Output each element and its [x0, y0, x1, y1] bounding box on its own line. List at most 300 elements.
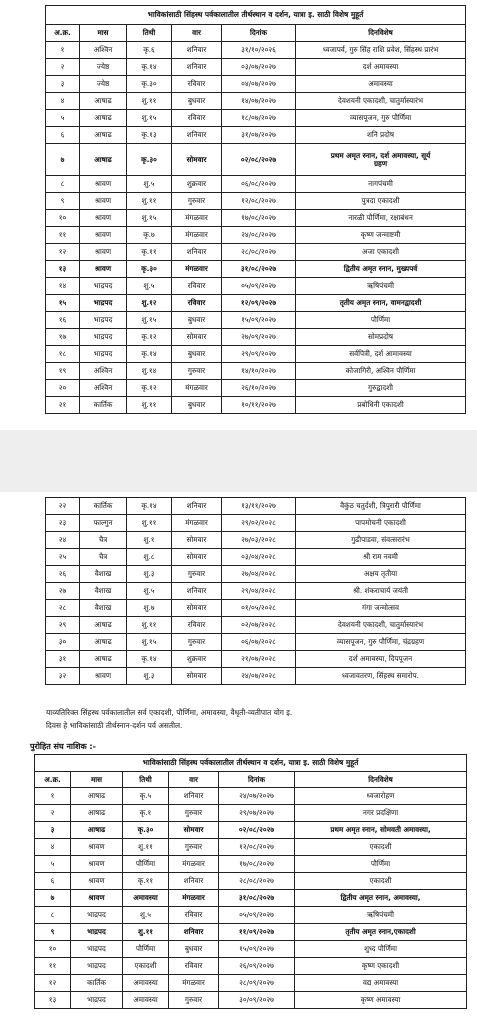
- date-cell: १७/०८/२०२७: [219, 856, 295, 873]
- occasion-text: सोमप्रदोष: [368, 332, 393, 342]
- tithi-cell: शु.११: [127, 617, 172, 634]
- occasion-text: अजा एकादशी: [362, 247, 399, 257]
- tithi-cell: कृ.१३: [127, 127, 172, 144]
- weekday-cell: रविवार: [172, 110, 222, 127]
- tithi-cell: शु.१२: [127, 295, 172, 312]
- table-header-row: [35, 772, 467, 788]
- date-cell: १५/०९/२०२७: [219, 941, 295, 958]
- serial-cell: १: [46, 42, 80, 59]
- occasion-text: पौर्णिमा: [370, 315, 391, 325]
- serial-cell: २७: [46, 583, 80, 600]
- serial-cell: १८: [46, 346, 80, 363]
- weekday-cell: शनिवार: [172, 244, 222, 261]
- header-weekday: वार: [172, 25, 222, 42]
- muhurat-table-3: [34, 754, 467, 1009]
- occasion-cell: [296, 329, 466, 346]
- muhurat-table-2: [45, 497, 466, 685]
- header-date: दिनांक: [219, 772, 295, 788]
- occasion-cell: [296, 566, 466, 583]
- weekday-cell: बुधवार: [169, 941, 219, 958]
- occasion-text: कृष्ण जन्माष्टमी: [360, 230, 401, 240]
- weekday-cell: सोमवार: [172, 668, 222, 685]
- tithi-cell: पौर्णिमा: [123, 941, 169, 958]
- month-cell: श्रावण: [80, 227, 127, 244]
- weekday-cell: मंगळवार: [169, 856, 219, 873]
- month-cell: कार्तिक: [80, 498, 127, 515]
- serial-cell: ११: [35, 958, 71, 975]
- serial-cell: १२: [35, 975, 71, 992]
- table-row: [46, 634, 466, 651]
- weekday-cell: शनिवार: [169, 924, 219, 941]
- weekday-cell: गुरुवार: [169, 805, 219, 822]
- serial-cell: १: [35, 788, 71, 805]
- date-cell: २९/०७/२०२७: [219, 805, 295, 822]
- weekday-cell: मंगळवार: [172, 261, 222, 278]
- serial-cell: १३: [35, 992, 71, 1009]
- month-cell: आषाढ: [80, 617, 127, 634]
- serial-cell: १२: [46, 244, 80, 261]
- serial-cell: ३२: [46, 668, 80, 685]
- table-row: [35, 856, 467, 873]
- month-cell: श्रावण: [80, 176, 127, 193]
- table-row: [46, 668, 466, 685]
- date-cell: ३१/१०/२०२६: [222, 42, 296, 59]
- weekday-cell: गुरुवार: [172, 566, 222, 583]
- table-row: [46, 566, 466, 583]
- serial-cell: २: [35, 805, 71, 822]
- table-row: [46, 329, 466, 346]
- table-row: [46, 144, 466, 176]
- serial-cell: १३: [46, 261, 80, 278]
- date-cell: ०६/०८/२०२७: [222, 176, 296, 193]
- date-cell: २८/०८/२०२७: [219, 873, 295, 890]
- occasion-cell: [296, 346, 466, 363]
- occasion-text: सर्वपित्री, दर्श आमावस्या: [349, 349, 412, 359]
- date-cell: ३१/०७/२०२७: [222, 127, 296, 144]
- occasion-cell: [296, 278, 466, 295]
- serial-cell: ८: [35, 907, 71, 924]
- date-cell: २४/०८/२०२७: [222, 227, 296, 244]
- table-row: [46, 583, 466, 600]
- table-row: [46, 498, 466, 515]
- occasion-text: गुढीपाडवा, संवत्सरारंभ: [351, 535, 410, 545]
- occasion-cell: [296, 363, 466, 380]
- tithi-cell: शु.१५: [127, 312, 172, 329]
- tithi-cell: कृ.३०: [127, 261, 172, 278]
- occasion-text: प्रथम अमृत स्नान, दर्श अमावस्या, सूर्य: [330, 151, 431, 161]
- month-cell: ज्येष्ठ: [80, 59, 127, 76]
- weekday-cell: शुक्रवार: [172, 176, 222, 193]
- tithi-cell: कृ.१४: [127, 346, 172, 363]
- occasion-text: पापमोचनी एकादशी: [355, 518, 406, 528]
- table-header-row: [46, 25, 466, 42]
- date-cell: ०२/०७/२०२८: [222, 617, 296, 634]
- occasion-text: एकादशी: [369, 876, 392, 886]
- table-row: [35, 941, 467, 958]
- table-row: [46, 549, 466, 566]
- table-row: [46, 346, 466, 363]
- page-separator: [0, 430, 477, 492]
- month-cell: श्रावण: [80, 244, 127, 261]
- tithi-cell: शु.११: [123, 839, 169, 856]
- date-cell: ०१/०५/२०२८: [222, 600, 296, 617]
- header-occasion: दिनविशेष: [296, 25, 466, 42]
- month-cell: अश्विन: [80, 380, 127, 397]
- occasion-cell: [296, 668, 466, 685]
- month-cell: भाद्रपद: [71, 907, 123, 924]
- serial-cell: ४: [46, 93, 80, 110]
- serial-cell: ७: [46, 144, 80, 176]
- date-cell: २७/०९/२०२७: [222, 329, 296, 346]
- date-cell: १२/०८/२०२७: [219, 839, 295, 856]
- date-cell: ०३/०७/२०२७: [222, 59, 296, 76]
- occasion-text: व्यासपूजन, गुरु पौर्णिमा: [349, 113, 412, 123]
- occasion-cell: [296, 227, 466, 244]
- weekday-cell: रविवार: [169, 958, 219, 975]
- tithi-cell: शु.५: [127, 583, 172, 600]
- serial-cell: ३: [46, 76, 80, 93]
- serial-cell: ६: [35, 873, 71, 890]
- month-cell: आषाढ: [80, 93, 127, 110]
- month-cell: भाद्रपद: [71, 992, 123, 1009]
- serial-cell: ३०: [46, 634, 80, 651]
- weekday-cell: शनिवार: [172, 498, 222, 515]
- table-row: [46, 651, 466, 668]
- date-cell: २७/०३/२०२८: [222, 532, 296, 549]
- tithi-cell: कृ.११: [123, 873, 169, 890]
- month-cell: फाल्गुन: [80, 515, 127, 532]
- occasion-text: श्री. शंकराचार्य जयंती: [352, 586, 409, 596]
- occasion-cell: [295, 839, 467, 856]
- occasion-text: कृष्ण अमावस्या: [360, 995, 401, 1005]
- weekday-cell: सोमवार: [172, 549, 222, 566]
- serial-cell: २२: [46, 498, 80, 515]
- month-cell: आषाढ: [71, 822, 123, 839]
- table-row: [46, 210, 466, 227]
- occasion-cell: [296, 42, 466, 59]
- tithi-cell: शु.११: [127, 397, 172, 414]
- tithi-cell: शु.११: [127, 193, 172, 210]
- tithi-cell: अमावस्या: [123, 975, 169, 992]
- section-heading: पुरोहित संघ नाशिक :-: [30, 742, 96, 751]
- occasion-text: गुरुद्वादशी: [368, 383, 393, 393]
- month-cell: कार्तिक: [71, 975, 123, 992]
- date-cell: १२/०८/२०२७: [222, 193, 296, 210]
- tithi-cell: कृ.३०: [127, 144, 172, 176]
- weekday-cell: सोमवार: [172, 144, 222, 176]
- occasion-text: ध्वजारोहण: [366, 791, 395, 801]
- occasion-cell: [296, 515, 466, 532]
- table-row: [46, 295, 466, 312]
- tithi-cell: एकादशी: [123, 958, 169, 975]
- date-cell: २६/१०/२०२७: [222, 380, 296, 397]
- occasion-text: श्री राम नवमी: [363, 552, 398, 562]
- month-cell: श्रावण: [71, 890, 123, 907]
- occasion-text: तृतीय अमृत स्नान,एकादशी: [345, 927, 416, 937]
- occasion-cell: [295, 907, 467, 924]
- occasion-text: देवशयनी एकादशी, चातुर्मास्यारंभ: [338, 620, 423, 630]
- occasion-text: देवशयनी एकादशी, चातुर्मास्यारंभ: [338, 96, 423, 106]
- table-row: [35, 907, 467, 924]
- weekday-cell: रविवार: [172, 295, 222, 312]
- table-row: [35, 975, 467, 992]
- weekday-cell: बुधवार: [172, 93, 222, 110]
- serial-cell: २१: [46, 397, 80, 414]
- occasion-cell: [296, 397, 466, 414]
- table-row: [35, 822, 467, 839]
- occasion-cell: [296, 583, 466, 600]
- month-cell: श्रावण: [80, 193, 127, 210]
- tithi-cell: शु.३: [127, 566, 172, 583]
- month-cell: अश्विन: [80, 42, 127, 59]
- occasion-text: नारळी पौर्णिमा, रक्षाबंधन: [348, 213, 413, 223]
- occasion-text: वद्य अमावस्या: [362, 978, 399, 988]
- date-cell: १२/०९/२०२७: [222, 295, 296, 312]
- serial-cell: १६: [46, 312, 80, 329]
- table-row: [46, 244, 466, 261]
- serial-cell: ४: [35, 839, 71, 856]
- tithi-cell: अमावस्या: [123, 992, 169, 1009]
- occasion-text: प्रबोधिनी एकादशी: [357, 400, 404, 410]
- occasion-text: पुत्रदा एकादशी: [361, 196, 400, 206]
- occasion-cell: [295, 992, 467, 1009]
- weekday-cell: मंगळवार: [172, 227, 222, 244]
- header-serial: अ.क्र.: [35, 772, 71, 788]
- header-month: मास: [80, 25, 127, 42]
- occasion-text: अक्षय तृतीया: [363, 569, 398, 579]
- weekday-cell: शनिवार: [172, 127, 222, 144]
- tithi-cell: शु.८: [127, 549, 172, 566]
- serial-cell: २६: [46, 566, 80, 583]
- tithi-cell: कृ.११: [127, 244, 172, 261]
- occasion-cell: [296, 261, 466, 278]
- tithi-cell: शु.१५: [127, 210, 172, 227]
- tithi-cell: शु.१५: [127, 110, 172, 127]
- month-cell: आषाढ: [80, 144, 127, 176]
- date-cell: १३/११/२०२७: [222, 498, 296, 515]
- month-cell: भाद्रपद: [80, 278, 127, 295]
- tithi-cell: शु.११: [123, 924, 169, 941]
- muhurat-table-1: [45, 5, 466, 414]
- serial-cell: ५: [46, 110, 80, 127]
- serial-cell: ५: [35, 856, 71, 873]
- date-cell: ११/०९/२०२७: [219, 924, 295, 941]
- tithi-cell: कृ.१२: [127, 380, 172, 397]
- table-row: [46, 532, 466, 549]
- table-row: [46, 397, 466, 414]
- tithi-cell: शु.१४: [127, 363, 172, 380]
- date-cell: १५/०९/२०२७: [222, 312, 296, 329]
- occasion-text: तृतीय अमृत स्नान, वामनद्वादशी: [339, 298, 422, 308]
- occasion-cell: [296, 634, 466, 651]
- tithi-cell: अमावस्या: [123, 890, 169, 907]
- occasion-text: दर्श अमावस्या, दिपपूजन: [348, 654, 413, 664]
- header-occasion: दिनविशेष: [295, 772, 467, 788]
- occasion-cell: [296, 110, 466, 127]
- table-row: [46, 617, 466, 634]
- weekday-cell: मंगळवार: [172, 515, 222, 532]
- occasion-text: अमावस्या: [368, 79, 393, 89]
- table-row: [46, 380, 466, 397]
- occasion-text: ऋषिपंचमी: [367, 281, 394, 291]
- table-row: [46, 76, 466, 93]
- weekday-cell: शुक्रवार: [172, 651, 222, 668]
- occasion-cell: [296, 532, 466, 549]
- weekday-cell: रविवार: [169, 907, 219, 924]
- date-cell: ०२/०८/२०२७: [219, 822, 295, 839]
- serial-cell: ९: [35, 924, 71, 941]
- tithi-cell: शु.५: [127, 176, 172, 193]
- header-month: मास: [71, 772, 123, 788]
- occasion-cell: [296, 176, 466, 193]
- month-cell: श्रावण: [71, 873, 123, 890]
- occasion-cell: [295, 805, 467, 822]
- occasion-cell: [295, 941, 467, 958]
- serial-cell: ११: [46, 227, 80, 244]
- table-row: [46, 363, 466, 380]
- occasion-text: नागपंचमी: [368, 179, 393, 189]
- occasion-cell: [296, 651, 466, 668]
- tithi-cell: कृ.३०: [127, 76, 172, 93]
- occasion-cell: [296, 193, 466, 210]
- date-cell: ०६/०७/२०२८: [222, 634, 296, 651]
- date-cell: २८/०९/२०२७: [219, 975, 295, 992]
- serial-cell: ८: [46, 176, 80, 193]
- month-cell: आषाढ: [80, 110, 127, 127]
- occasion-text: प्रथम अमृत स्नान, सोमवती अमावस्या,: [330, 825, 431, 835]
- date-cell: ३१/०८/२०२७: [222, 261, 296, 278]
- header-date: दिनांक: [222, 25, 296, 42]
- serial-cell: २: [46, 59, 80, 76]
- table-row: [46, 93, 466, 110]
- serial-cell: १०: [46, 210, 80, 227]
- month-cell: भाद्रपद: [80, 295, 127, 312]
- weekday-cell: सोमवार: [169, 822, 219, 839]
- date-cell: २९/०४/२०२८: [222, 583, 296, 600]
- weekday-cell: गुरुवार: [169, 992, 219, 1009]
- serial-cell: ३: [35, 822, 71, 839]
- tithi-cell: कृ.१४: [127, 59, 172, 76]
- occasion-cell: [296, 210, 466, 227]
- occasion-cell: [295, 856, 467, 873]
- month-cell: भाद्रपद: [80, 312, 127, 329]
- tithi-cell: कृ.७: [127, 227, 172, 244]
- serial-cell: ३१: [46, 651, 80, 668]
- occasion-cell: [296, 127, 466, 144]
- tithi-cell: कृ.१२: [127, 329, 172, 346]
- tithi-cell: शु.१५: [127, 634, 172, 651]
- table-row: [35, 788, 467, 805]
- table-row: [35, 805, 467, 822]
- weekday-cell: बुधवार: [172, 312, 222, 329]
- occasion-cell: [296, 617, 466, 634]
- occasion-cell: [296, 549, 466, 566]
- occasion-text: द्वितीय अमृत स्नान, अमावस्या,: [340, 893, 421, 903]
- weekday-cell: शनिवार: [172, 42, 222, 59]
- table-row: [46, 59, 466, 76]
- occasion-cell: [296, 76, 466, 93]
- weekday-cell: मंगळवार: [172, 210, 222, 227]
- date-cell: ३१/०८/२०२७: [219, 890, 295, 907]
- weekday-cell: सोमवार: [172, 329, 222, 346]
- table-row: [35, 873, 467, 890]
- weekday-cell: मंगळवार: [169, 975, 219, 992]
- serial-cell: ९: [46, 193, 80, 210]
- occasion-cell: [295, 788, 467, 805]
- weekday-cell: शनिवार: [172, 583, 222, 600]
- date-cell: २१/०७/२०२८: [222, 651, 296, 668]
- month-cell: भाद्रपद: [80, 346, 127, 363]
- occasion-text: ध्वजावतरण, सिंहस्थ समारोप.: [342, 671, 419, 681]
- month-cell: आषाढ: [80, 634, 127, 651]
- occasion-text-continued: ग्रहण: [373, 158, 388, 168]
- table-row: [46, 312, 466, 329]
- table-title: भाविकांसाठी सिंहस्थ पर्वकालातील तीर्थस्थान व दर्शन, यात्रा इ. साठी विशेष मुहूर्त: [35, 755, 467, 772]
- occasion-cell: [295, 975, 467, 992]
- month-cell: अश्विन: [80, 363, 127, 380]
- month-cell: ज्येष्ठ: [80, 76, 127, 93]
- tithi-cell: पौर्णिमा: [123, 856, 169, 873]
- tithi-cell: कृ.१: [123, 805, 169, 822]
- occasion-cell: [295, 958, 467, 975]
- table-row: [35, 924, 467, 941]
- month-cell: श्रावण: [80, 261, 127, 278]
- tithi-cell: शु.५: [127, 278, 172, 295]
- date-cell: ०३/०४/२०२८: [222, 549, 296, 566]
- date-cell: २६/०९/२०२७: [219, 958, 295, 975]
- occasion-text: कृष्ण एकादशी: [361, 961, 400, 971]
- table-row: [46, 127, 466, 144]
- table-row: [46, 278, 466, 295]
- month-cell: आषाढ: [80, 651, 127, 668]
- tithi-cell: कृ.६: [127, 42, 172, 59]
- tithi-cell: शु.३: [127, 668, 172, 685]
- table-row: [46, 193, 466, 210]
- serial-cell: ७: [35, 890, 71, 907]
- tithi-cell: कृ.५: [123, 788, 169, 805]
- occasion-text: वैकुंठ चतुर्दशी, त्रिपुरारी पौर्णिमा: [340, 501, 421, 511]
- occasion-cell: [296, 498, 466, 515]
- table-row: [46, 515, 466, 532]
- tithi-cell: शु.१: [127, 532, 172, 549]
- occasion-cell: [295, 822, 467, 839]
- weekday-cell: गुरुवार: [169, 839, 219, 856]
- header-weekday: वार: [169, 772, 219, 788]
- occasion-cell: [296, 93, 466, 110]
- serial-cell: १५: [46, 295, 80, 312]
- table-row: [46, 600, 466, 617]
- occasion-text: द्वितीय अमृत स्नान, मुख्यपर्व: [343, 264, 418, 274]
- date-cell: ०४/०७/२०२७: [222, 76, 296, 93]
- occasion-cell: [296, 312, 466, 329]
- occasion-cell: [296, 380, 466, 397]
- occasion-text: शनि प्रदोष: [367, 130, 394, 140]
- weekday-cell: रविवार: [172, 278, 222, 295]
- date-cell: १८/०७/२०२७: [222, 110, 296, 127]
- date-cell: ३०/०९/२०२७: [219, 992, 295, 1009]
- table-row: [46, 110, 466, 127]
- serial-cell: २४: [46, 532, 80, 549]
- occasion-text: व्यासपूजन, गुरु पौर्णिमा, चंद्रग्रहण: [336, 637, 425, 647]
- month-cell: कार्तिक: [80, 397, 127, 414]
- month-cell: चैत्र: [80, 532, 127, 549]
- header-tithi: तिथी: [123, 772, 169, 788]
- occasion-text: ध्वजापर्व, गुरु सिंह राशि प्रवेश, सिंहस्थ प्रारंभ: [322, 45, 439, 55]
- serial-cell: २०: [46, 380, 80, 397]
- occasion-cell: [296, 144, 466, 176]
- date-cell: १७/०८/२०२७: [222, 210, 296, 227]
- occasion-text: ऋषिपंचमी: [367, 910, 394, 920]
